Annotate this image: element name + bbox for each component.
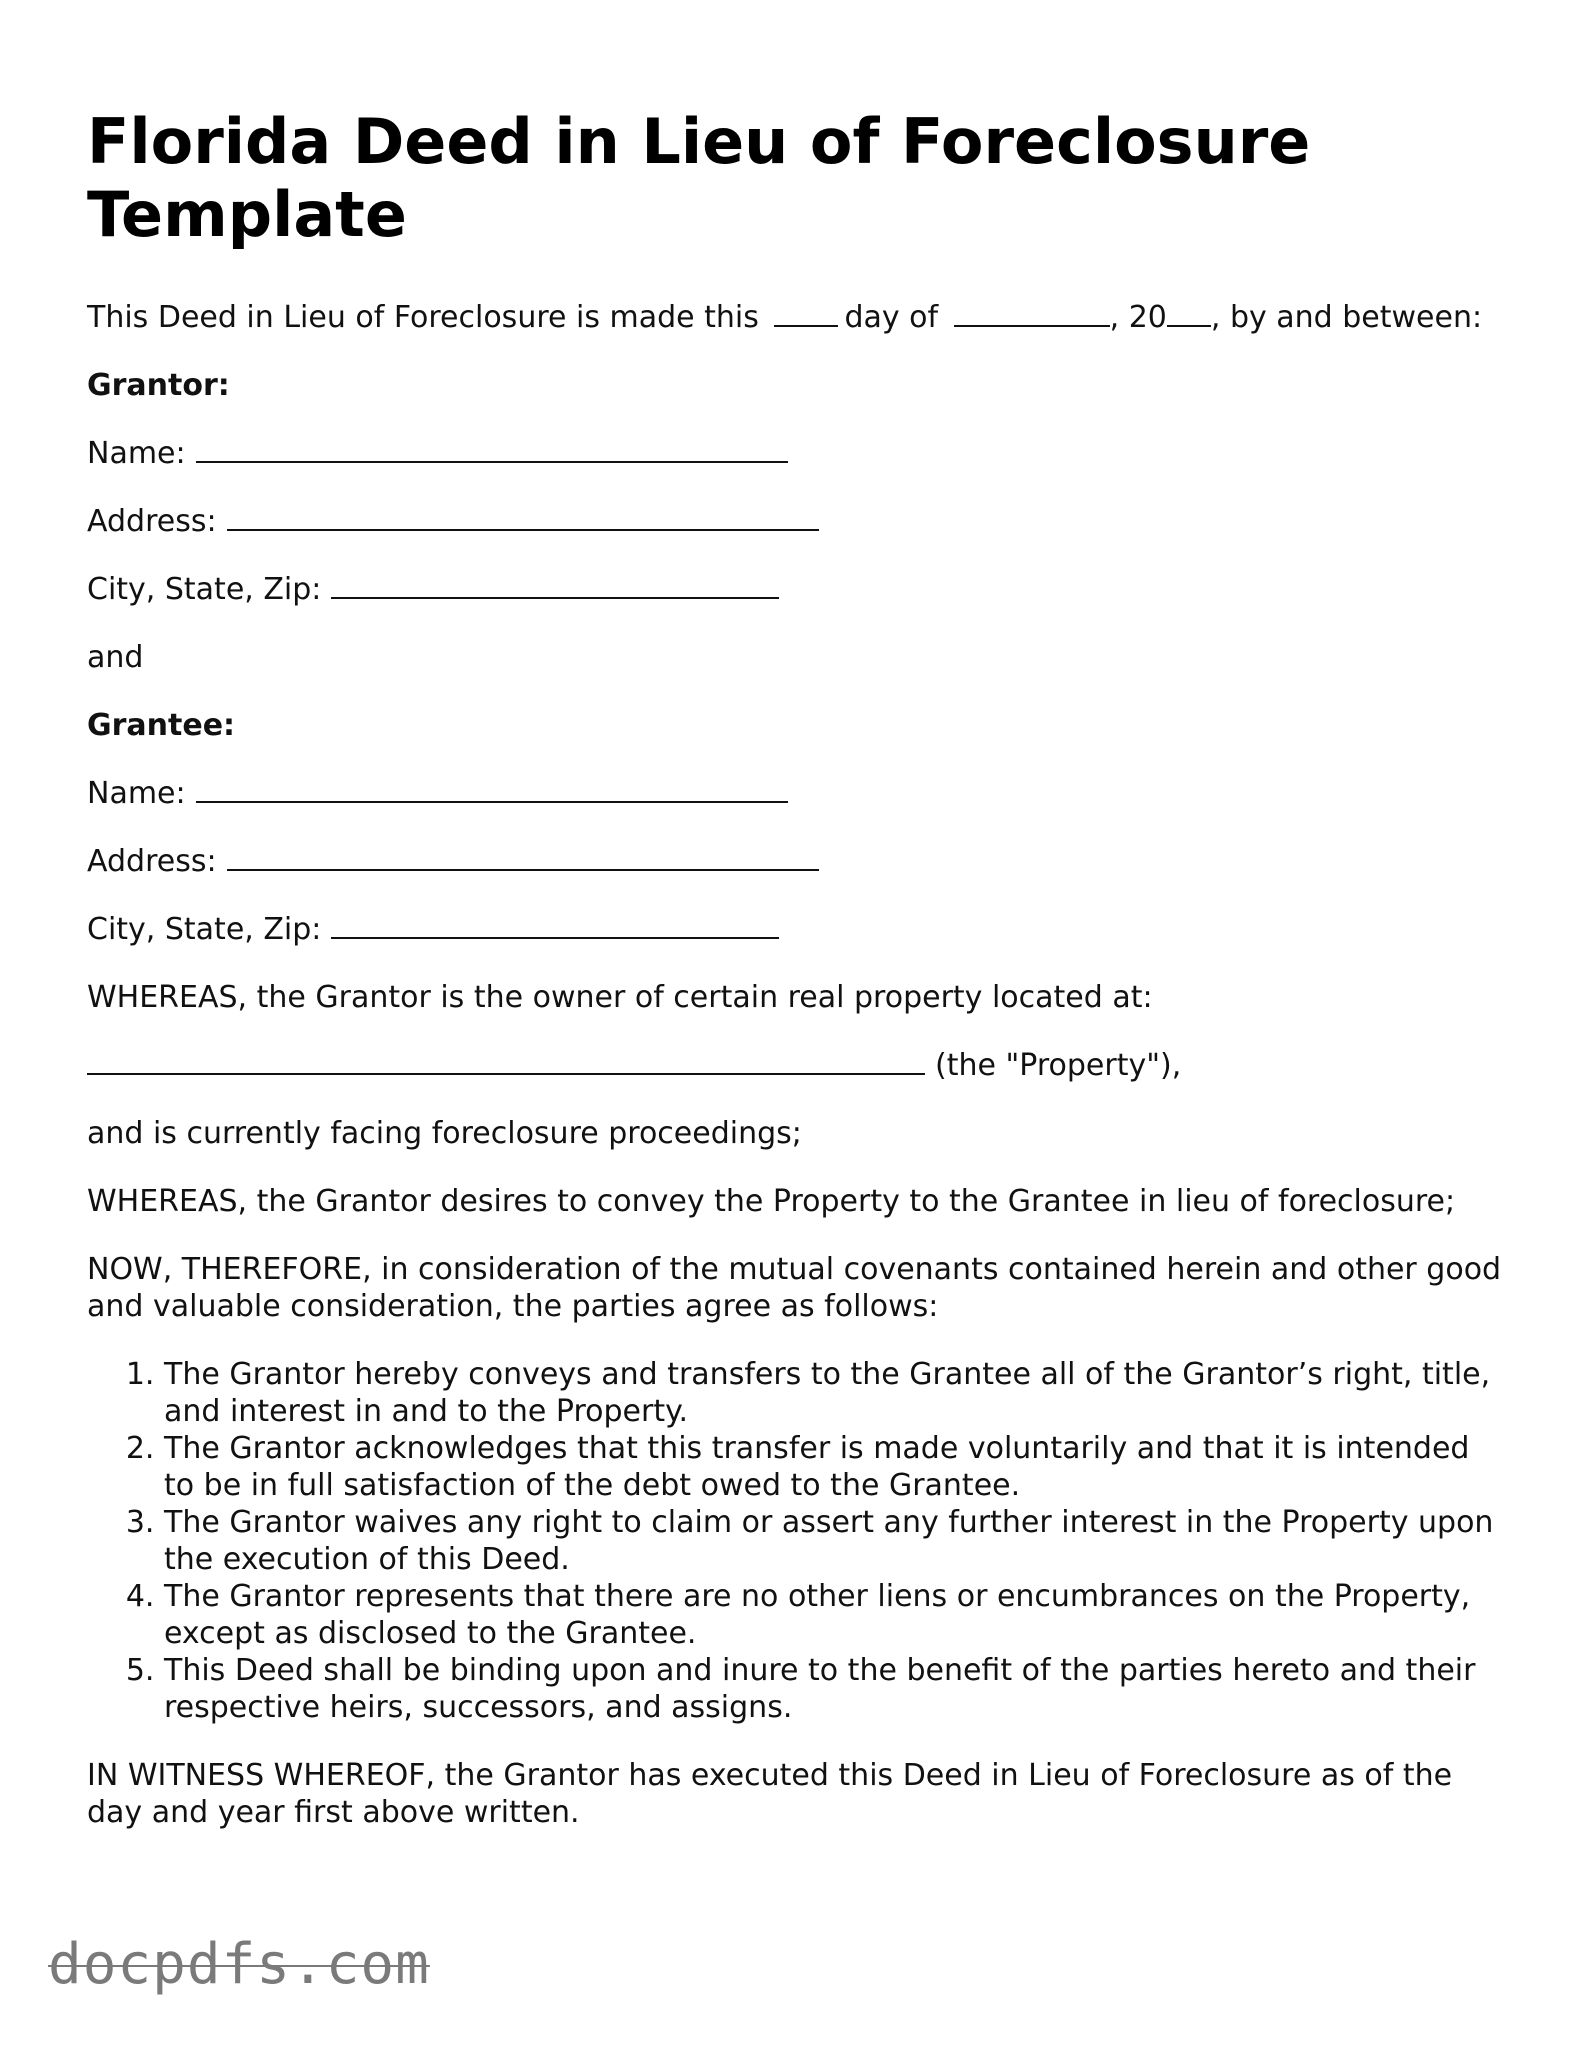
grantor-address-blank[interactable] [227, 503, 819, 531]
witness-clause: IN WITNESS WHEREOF, the Grantor has executed this Deed in Lieu of Foreclosure as of the day and year first above written. [87, 1758, 1453, 1830]
list-item: 2. The Grantor acknowledges that this transfer is made voluntarily and that it is intended to be in full satisfaction of the debt owed to the Grantee. [164, 1430, 1507, 1504]
document-title: Florida Deed in Lieu of Foreclosure Template [87, 105, 1311, 251]
watermark: docpdfs.com [48, 1932, 430, 1997]
intro-paragraph [87, 299, 1507, 336]
grantee-address-label: Address: [87, 844, 217, 879]
property-field [87, 1047, 1507, 1084]
year-blank[interactable] [1167, 299, 1211, 327]
intro-text-1: This Deed in Lieu of Foreclosure is made this [87, 300, 759, 335]
terms-list [87, 1356, 1507, 1726]
grantor-name-blank[interactable] [196, 435, 788, 463]
grantor-heading: Grantor: [87, 368, 230, 403]
grantor-city-label: City, State, Zip: [87, 572, 322, 607]
grantor-address-field [87, 503, 1507, 540]
month-blank[interactable] [954, 299, 1110, 327]
grantor-name-label: Name: [87, 436, 186, 471]
list-item: 1. The Grantor hereby conveys and transfers to the Grantee all of the Grantor’s right, title, and interest in and to the Property. [164, 1356, 1507, 1430]
grantee-name-blank[interactable] [196, 775, 788, 803]
grantee-name-field [87, 775, 1507, 812]
grantee-city-blank[interactable] [331, 911, 779, 939]
day-blank[interactable] [774, 299, 838, 327]
grantee-heading: Grantee: [87, 708, 236, 743]
property-suffix: (the "Property"), [935, 1048, 1182, 1083]
grantee-name-label: Name: [87, 776, 186, 811]
list-item: 3. The Grantor waives any right to claim or assert any further interest in the Property upon the execution of this Deed. [164, 1504, 1507, 1578]
facing-foreclosure: and is currently facing foreclosure proceedings; [87, 1116, 802, 1151]
whereas-owner: WHEREAS, the Grantor is the owner of certain real property located at: [87, 980, 1153, 1015]
grantee-city-label: City, State, Zip: [87, 912, 322, 947]
now-therefore: NOW, THEREFORE, in consideration of the mutual covenants contained herein and other good and valuable consideration, the parties agree as follows: [87, 1252, 1502, 1324]
deed-document [87, 105, 1507, 1862]
grantor-address-label: Address: [87, 504, 217, 539]
intro-text-2: day of [844, 300, 939, 335]
grantee-address-field [87, 843, 1507, 880]
grantor-name-field [87, 435, 1507, 472]
list-item: 4. The Grantor represents that there are no other liens or encumbrances on the Property, except as disclosed to the Grantee. [164, 1578, 1507, 1652]
and-text: and [87, 640, 144, 675]
grantee-address-blank[interactable] [227, 843, 819, 871]
grantor-city-blank[interactable] [331, 571, 779, 599]
list-item: 5. This Deed shall be binding upon and inure to the benefit of the parties hereto and their respective heirs, successors, and assigns. [164, 1652, 1507, 1726]
intro-text-3: , 20 [1109, 300, 1167, 335]
grantee-city-field [87, 911, 1507, 948]
property-address-blank[interactable] [87, 1047, 925, 1075]
intro-text-4: , by and between: [1210, 300, 1483, 335]
whereas-convey: WHEREAS, the Grantor desires to convey the Property to the Grantee in lieu of foreclosure; [87, 1184, 1456, 1219]
grantor-city-field [87, 571, 1507, 608]
